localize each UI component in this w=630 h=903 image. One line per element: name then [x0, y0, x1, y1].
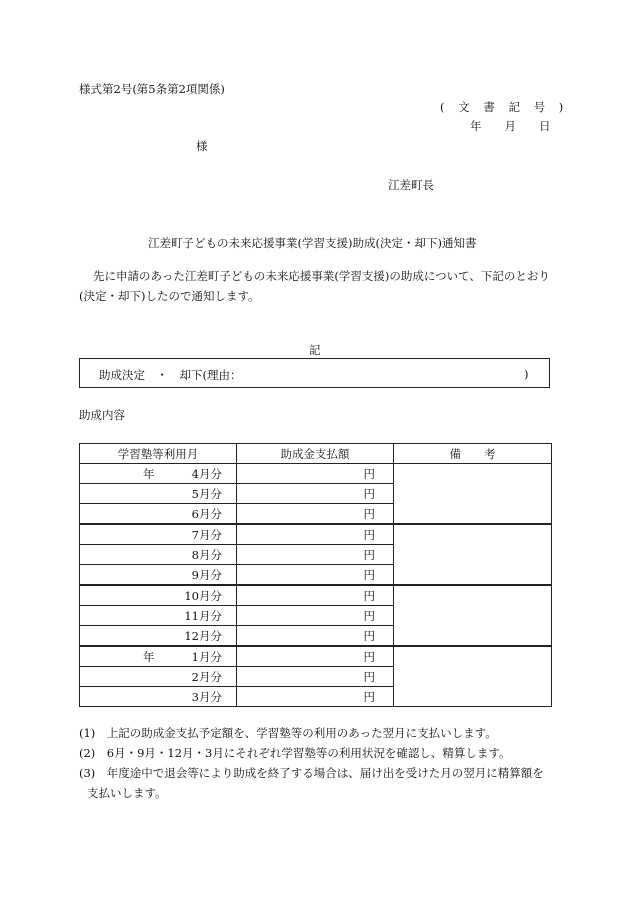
month-label: 10月分 [184, 588, 222, 603]
amount-cell: 円 [237, 524, 394, 545]
usage-month-cell [80, 606, 237, 626]
note-1: (1) 上記の助成金支払予定額を、学習塾等の利用のあった翌月に支払いします。 [79, 726, 497, 740]
table-row [80, 646, 552, 667]
month-label: 1月分 [191, 649, 222, 664]
amount-cell: 円 [237, 626, 394, 647]
month-label: 2月分 [191, 669, 222, 684]
amount-cell: 円 [237, 667, 394, 687]
year-label: 年 [143, 649, 155, 664]
remarks-cell [394, 585, 552, 646]
month-label: 3月分 [191, 689, 222, 704]
usage-month-cell [80, 565, 237, 586]
note-3-cont: 支払いします。 [87, 786, 167, 800]
decision-close: ) [524, 367, 529, 381]
amount-cell: 円 [237, 504, 394, 525]
header-usage-month: 学習塾等利用月 [80, 444, 237, 464]
amount-cell: 円 [237, 606, 394, 626]
month-label: 4月分 [191, 466, 222, 481]
usage-month-cell [80, 667, 237, 687]
usage-month-cell [80, 524, 237, 545]
decision-option: 助成決定 ・ 却下(理由： [99, 368, 242, 382]
document-number: ( 文 書 記 号 ) [440, 100, 569, 114]
table-row [80, 585, 552, 606]
month-label: 7月分 [191, 527, 222, 542]
ki-heading: 記 [309, 343, 321, 357]
form-number: 様式第2号(第5条第2項関係) [79, 82, 225, 96]
amount-cell: 円 [237, 585, 394, 606]
table-row [80, 464, 552, 484]
note-2: (2) 6月・9月・12月・3月にそれぞれ学習塾等の利用状況を確認し、精算します。 [79, 746, 511, 760]
amount-cell: 円 [237, 464, 394, 484]
remarks-cell [394, 524, 552, 585]
usage-month-cell [80, 626, 237, 647]
amount-cell: 円 [237, 545, 394, 565]
date-line: 年 月 日 [470, 119, 551, 133]
usage-month-cell [80, 646, 237, 667]
month-label: 9月分 [191, 567, 222, 582]
decision-box [79, 358, 550, 388]
amount-cell: 円 [237, 646, 394, 667]
amount-cell: 円 [237, 484, 394, 504]
amount-cell: 円 [237, 565, 394, 586]
amount-cell: 円 [237, 687, 394, 707]
subsidy-table [79, 443, 552, 707]
month-label: 11月分 [184, 608, 222, 623]
header-amount: 助成金支払額 [237, 444, 394, 464]
body-line-1: 先に申請のあった江差町子どもの未来応援事業(学習支援)の助成について、下記のとおり [93, 269, 550, 283]
usage-month-cell [80, 504, 237, 525]
remarks-cell [394, 646, 552, 707]
note-3: (3) 年度途中で退会等により助成を終了する場合は、届け出を受けた月の翌月に精算額を [79, 766, 544, 780]
month-label: 8月分 [191, 547, 222, 562]
month-label: 12月分 [184, 628, 222, 643]
sender: 江差町長 [388, 178, 434, 192]
document-title: 江差町子どもの未来応援事業(学習支援)助成(決定・却下)通知書 [148, 236, 477, 250]
usage-month-cell [80, 687, 237, 707]
table-row [80, 524, 552, 545]
month-label: 5月分 [191, 486, 222, 501]
usage-month-cell [80, 484, 237, 504]
month-label: 6月分 [191, 506, 222, 521]
header-remarks: 備 考 [394, 444, 552, 464]
body-line-2: (決定・却下)したので通知します。 [79, 289, 260, 303]
year-label: 年 [143, 466, 155, 481]
section-label: 助成内容 [79, 408, 125, 422]
usage-month-cell [80, 545, 237, 565]
usage-month-cell [80, 464, 237, 484]
addressee-suffix: 様 [196, 139, 208, 153]
remarks-cell [394, 464, 552, 525]
usage-month-cell [80, 585, 237, 606]
